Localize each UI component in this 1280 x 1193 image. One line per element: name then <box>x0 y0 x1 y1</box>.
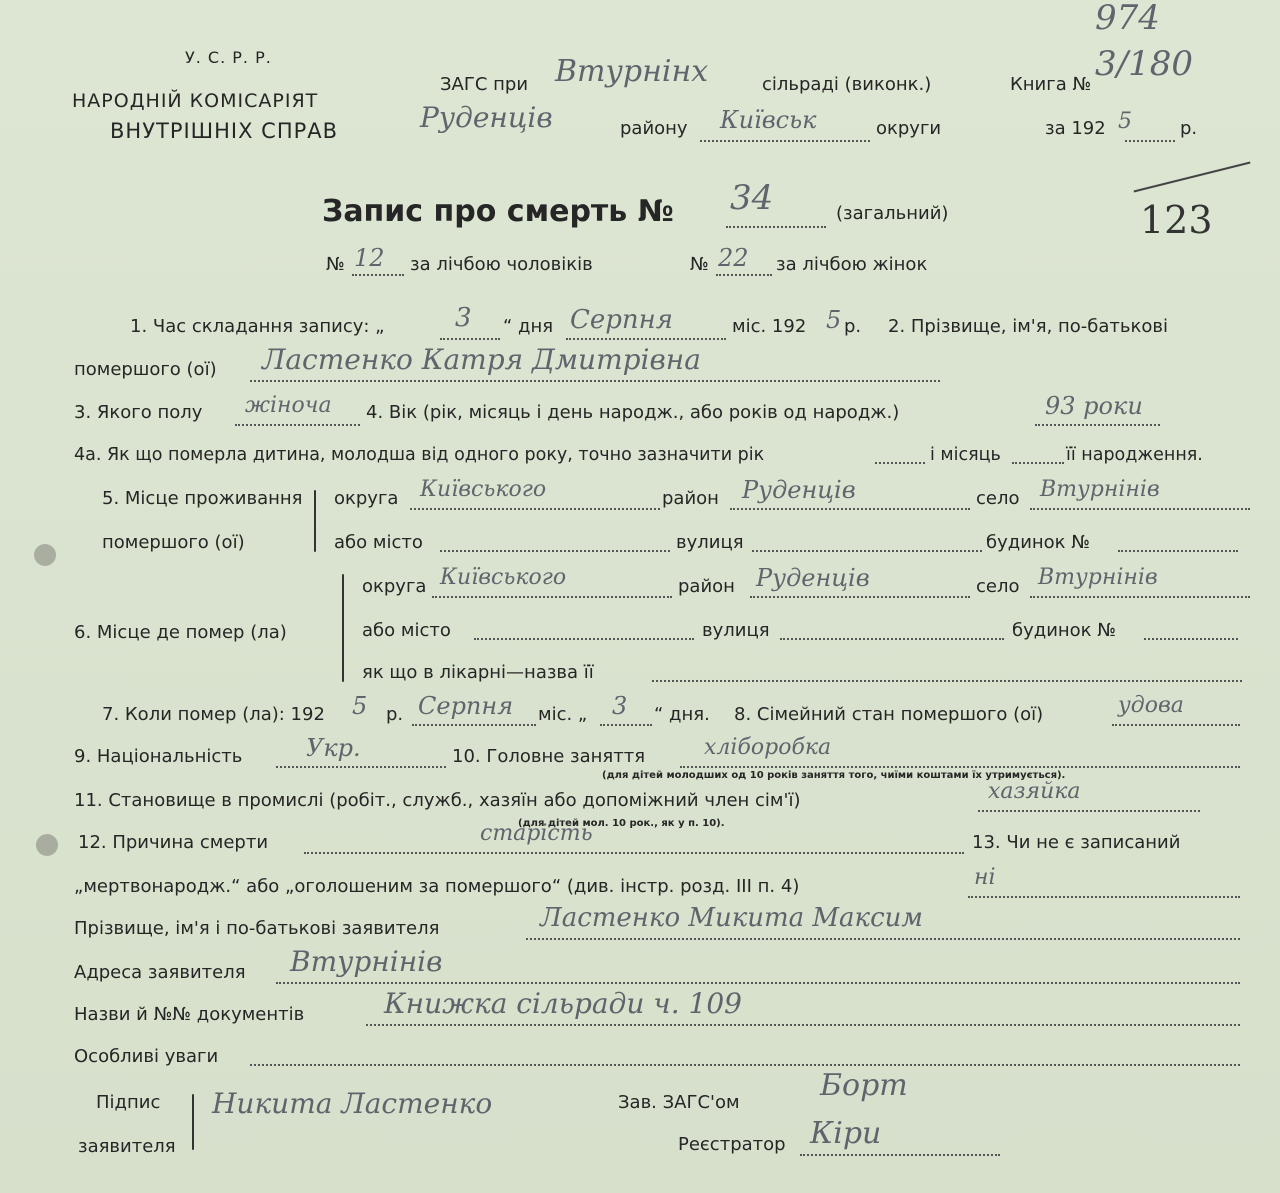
field-13-cont-label: „мертвонародж.“ або „оголошеним за помершого“ (див. інстр. розд. III п. 4) <box>74 876 800 897</box>
zags-prefix: ЗАГС при <box>440 74 529 95</box>
ussr-label: У. С. Р. Р. <box>185 48 272 67</box>
field-7-year-suffix: р. <box>386 704 404 725</box>
hw-men-number: 12 <box>354 244 385 272</box>
field-11-note: (для дітей мол. 10 рок., як у п. 10). <box>518 818 725 829</box>
field-7-day-label: “ дня. <box>654 704 710 725</box>
field-7-label: 7. Коли помер (ла): 192 <box>102 704 325 725</box>
field-6-misto-label: або місто <box>362 620 451 641</box>
hw-marital: удова <box>1118 693 1184 718</box>
hw-res-okrug: Київського <box>420 477 547 502</box>
hw-death-rayon: Руденців <box>756 564 870 592</box>
hw-res-selo: Втурнінів <box>1040 477 1160 502</box>
year-suffix: р. <box>1180 118 1198 139</box>
punch-hole <box>34 544 56 566</box>
hw-death-okrug: Київського <box>440 565 567 590</box>
field-4a-month-label: і місяць <box>930 445 1001 465</box>
applicant-address-label: Адреса заявителя <box>74 962 246 983</box>
field-13-label: 13. Чи не є записаний <box>972 832 1181 853</box>
year-label: за 192 <box>1045 118 1106 139</box>
rayon-label: району <box>620 118 688 139</box>
stamped-number: 123 <box>1140 198 1213 242</box>
hw-registrar-signature: Кіри <box>810 1116 882 1151</box>
hw-year-1: 5 <box>826 306 842 334</box>
general-label: (загальний) <box>836 203 949 224</box>
field-2-label: 2. Прізвище, ім'я, по-батькові <box>888 316 1169 337</box>
field-5-okruha-label: округа <box>334 488 399 509</box>
hw-year: 5 <box>1118 109 1132 134</box>
hw-sex: жіноча <box>245 393 332 418</box>
hw-book-number: 3/180 <box>1095 44 1193 84</box>
field-1-label: 1. Час складання запису: „ <box>130 316 385 337</box>
okrugy-label: округи <box>876 118 942 139</box>
men-number-label: № <box>326 254 345 275</box>
record-title: Запис про смерть № <box>322 194 674 229</box>
strike-line <box>1134 162 1251 193</box>
field-1-month-label: міс. 192 <box>732 316 807 337</box>
women-count-label: за лічбою жінок <box>776 254 928 275</box>
hw-death-month: Серпня <box>418 692 514 720</box>
field-5-house-label: будинок № <box>986 532 1090 553</box>
remarks-label: Особливі уваги <box>74 1046 219 1067</box>
field-6-brace <box>342 574 344 682</box>
hw-death-selo: Втурнінів <box>1038 565 1158 590</box>
hw-documents: Книжка сільради ч. 109 <box>384 987 742 1020</box>
hw-age: 93 роки <box>1045 392 1143 420</box>
signature-label: Підпис <box>96 1092 161 1113</box>
field-12-label: 12. Причина смерти <box>78 832 269 853</box>
field-8-label: 8. Сімейний стан помершого (ої) <box>734 704 1044 725</box>
hw-address: Втурнінів <box>290 945 443 978</box>
hw-rayon: Руденців <box>420 101 553 134</box>
hw-deceased-name: Ластенко Катря Дмитрівна <box>262 343 701 376</box>
field-6-house-label: будинок № <box>1012 620 1116 641</box>
hw-record-number: 34 <box>730 178 774 218</box>
field-6-rayon-label: район <box>678 576 735 597</box>
field-5-selo-label: село <box>976 488 1020 509</box>
field-5-rayon-label: район <box>662 488 719 509</box>
field-2-cont-label: помершого (ої) <box>74 359 217 380</box>
hw-month: Серпня <box>570 305 674 335</box>
field-5-brace <box>314 490 316 552</box>
field-6-hospital-label: як що в лікарні—назва її <box>362 662 594 683</box>
field-1-year-suffix: р. <box>844 316 862 337</box>
field-10-note: (для дітей молодших од 10 років заняття того, чиїми коштами їх утримується). <box>602 770 1066 781</box>
hw-selrada: Втурнінх <box>555 54 709 89</box>
field-5-street-label: вулиця <box>676 532 744 553</box>
applicant-name-label: Прізвище, ім'я і по-батькові заявителя <box>74 918 440 939</box>
field-1-day-label: “ дня <box>503 316 554 337</box>
zags-suffix: сільраді (виконк.) <box>762 74 932 95</box>
hw-zav-signature: Борт <box>820 1068 908 1103</box>
hw-okrug: Київськ <box>720 106 817 134</box>
zav-zags-label: Зав. ЗАГС'ом <box>618 1092 740 1113</box>
men-count-label: за лічбою чоловіків <box>410 254 593 275</box>
hw-res-rayon: Руденців <box>742 476 856 504</box>
field-6-selo-label: село <box>976 576 1020 597</box>
registrar-label: Реєстратор <box>678 1134 786 1155</box>
punch-hole <box>36 834 58 856</box>
field-5-cont-label: помершого (ої) <box>102 532 245 553</box>
hw-stillborn: ні <box>974 865 996 890</box>
field-6-label: 6. Місце де помер (ла) <box>74 622 287 643</box>
field-6-street-label: вулиця <box>702 620 770 641</box>
hw-women-number: 22 <box>718 244 749 272</box>
field-5-label: 5. Місце проживання <box>102 488 303 509</box>
book-label: Книга № <box>1010 74 1092 95</box>
field-3-label: 3. Якого полу <box>74 402 203 423</box>
hw-position: хазяйка <box>988 779 1081 804</box>
hw-applicant: Ластенко Микита Максим <box>540 903 923 933</box>
signature-brace <box>192 1094 194 1150</box>
signature-label-cont: заявителя <box>78 1136 176 1157</box>
hw-applicant-signature: Никита Ластенко <box>212 1087 493 1120</box>
field-4a-label: 4а. Як що померла дитина, молодша від одного року, точно зазначити рік <box>74 445 765 465</box>
field-4a-birth-label: її народження. <box>1066 445 1203 465</box>
hw-cause: старість <box>480 821 593 846</box>
women-number-label: № <box>690 254 709 275</box>
hw-death-day: 3 <box>612 692 628 720</box>
field-6-okruha-label: округа <box>362 576 427 597</box>
corner-handwritten-number: 974 <box>1095 0 1160 38</box>
hw-nationality: Укр. <box>306 734 361 762</box>
field-10-label: 10. Головне заняття <box>452 746 646 767</box>
field-9-label: 9. Національність <box>74 746 243 767</box>
field-11-label: 11. Становище в промислі (робіт., служб., хазяїн або допоміжний член сім'ї) <box>74 790 801 811</box>
field-7-month-label: міс. „ <box>538 704 588 725</box>
field-5-misto-label: або місто <box>334 532 423 553</box>
field-4-label: 4. Вік (рік, місяць і день народж., або років од народж.) <box>366 402 900 423</box>
commissariat-label: НАРОДНІЙ КОМІСАРІЯТ <box>72 90 319 112</box>
hw-death-year: 5 <box>352 692 368 720</box>
documents-label: Назви й №№ документів <box>74 1004 305 1025</box>
internal-affairs-label: ВНУТРІШНІХ СПРАВ <box>110 119 339 143</box>
hw-occupation: хліборобка <box>704 735 832 760</box>
hw-day: 3 <box>455 303 472 333</box>
